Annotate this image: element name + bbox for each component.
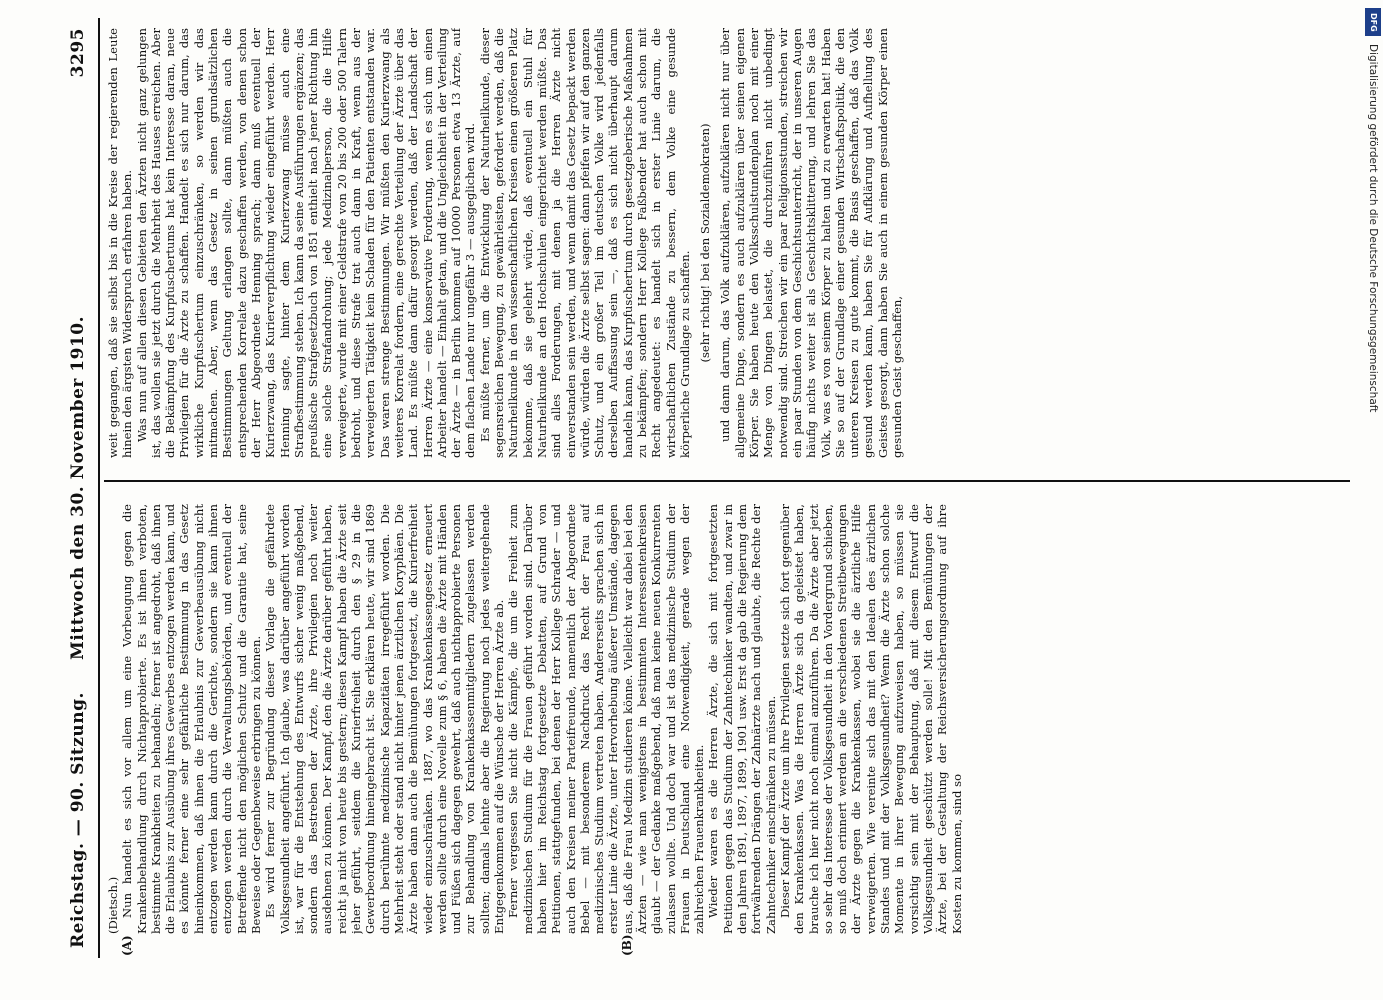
- paragraph: Nun handelt es sich vor allem um eine Vorbeugung gegen die Krankenbehandlung durch Nichtapprobierte. Es ist ihnen verboten, bestimmte Krankheiten zu behandeln; ferner ist angedroht, daß ihnen die Erlaubnis zur Ausübung ihres Gewerbes entzogen werden kann, und es könnte ferner eine sehr gefährliche Bestimmung in das Gesetz hineinkommen, daß ihnen die Erlaubnis zur Gewerbeausübung nicht entzogen werden kann durch die Gerichte, sondern sie kann ihnen entzogen werden durch die Verwaltungsbehörden, und eventuell der Betreffende nicht den möglichen Schutz und die Garantie hat, seine Beweise oder Gegenbeweise erbringen zu können.: [120, 504, 263, 934]
- paragraph: weit gegangen, daß sie selbst bis in die Kreise der regierenden Leute hinein den ärgsten Widerspruch erfahren haben.: [106, 28, 135, 458]
- header-left-title: Reichstag. — 90. Sitzung.: [68, 692, 88, 948]
- dfg-logo: DFG: [1365, 8, 1381, 36]
- paragraph: und dann darum, das Volk aufzuklären, aufzuklären nicht nur über allgemeine Dinge, sondern es auch aufzuklären über seinen eigenen Körper. Sie haben heute den Volksschulstundenplan noch mit einer Menge von Dingen belastet, die durchzuführen nicht unbedingt notwendig sind. Streichen wir ein paar Religionsstunden, streichen wir ein paar Stunden von dem Geschichtsunterricht, der in unseren Augen häufig nichts weiter ist als Geschichtsklitterung, und lehren Sie das Volk, was es von seinem Körper zu halten und zu erwarten hat! Haben Sie so auf der Grundlage einer gesunden Wirtschaftspolitik, die den unteren Kreisen zu gute kommt, die Basis geschaffen, daß das Volk gesund werden kann, haben Sie für Aufklärung und Aufhellung des Geistes gesorgt, dann haben Sie auch in einem gesunden Körper einen gesunden Geist geschaffen,: [718, 28, 905, 458]
- digitization-note: Digitalisierung gefördert durch die Deutsche Forschungsgemeinschaft: [1367, 44, 1379, 413]
- paragraph: Wieder waren es die Herren Ärzte, die sich mit fortgesetzten Petitionen gegen das Studium der Zahntechniker wandten, und zwar in den Jahren 1891, 1897, 1899, 1901 usw. Erst da gab die Regierung dem fortwährenden Drängen der Zahnärzte nach und glaubte, die Rechte der Zahntechniker einschränken zu müssen.: [706, 504, 778, 934]
- column-divider: [104, 480, 1350, 482]
- speaker-label: (Dietsch.): [106, 876, 120, 934]
- page-number: 3295: [68, 28, 88, 78]
- rotated-page: [60, 8, 1360, 968]
- margin-marker-a: (A): [120, 935, 134, 956]
- header-title: [68, 316, 88, 948]
- page-header: [68, 8, 98, 968]
- margin-marker-b: (B): [620, 934, 634, 956]
- interjection: (sehr richtig! bei den Sozialdemokraten): [698, 123, 713, 363]
- right-column: [106, 28, 1350, 458]
- paragraph: Dieser Kampf der Ärzte um ihre Privilegien setzte sich fort gegenüber den Krankenkassen. Was die Herren Ärzte sich da geleistet haben, brauche ich hier nicht noch einmal anzuführen. Da die Ärzte aber jetzt so sehr das Interesse der Volksgesundheit in den Vordergrund schieben, so muß doch erinnert werden an die verschiedenen Streitbewegungen der Ärzte gegen die Krankenkassen, wobei sie die ärztliche Hilfe verweigerten. Wie vereinte sich das mit den Idealen des ärztlichen Standes und mit der Volksgesundheit? Wenn die Ärzte schon solche Momente in ihrer Bewegung aufzuweisen haben, so müssen sie vorsichtig sein mit der Behauptung, daß mit diesem Entwurf die Volksgesundheit geschützt werden solle! Mit den Bemühungen der Ärzte, bei der Gestaltung der Reichsversicherungsordnung auf ihre Kosten zu kommen, sind so: [777, 504, 964, 934]
- paragraph: Es müßte ferner, um die Entwicklung der Naturheilkunde, dieser segensreichen Bewegung, zu gewährleisten, gefordert werden, daß die Naturheilkunde in den wissenschaftlichen Kreisen einen größeren Platz bekomme, daß sie gelehrt würde, daß eventuell ein Stuhl für Naturheilkunde an den Hochschulen eingerichtet werden müßte. Das sind alles Forderungen, mit denen ja die Herren Ärzte nicht einverstanden sein werden, und wenn damit das Gesetz bepackt werden würde, würden die Ärzte selbst sagen: dann pfeifen wir auf den ganzen Schutz, und ein großer Teil im deutschen Volke wird jedenfalls derselben Auffassung sein —, daß es sich nicht überhaupt darum handeln kann, das Kurpfuschertum durch gesetzgeberische Maßnahmen zu bekämpfen; sondern Herr Kollege Faßbender hat auch schon mit Recht angedeutet: es handelt sich in erster Linie darum, die wirtschaftlichen Zustände zu bessern, dem Volke eine gesunde körperliche Grundlage zu schaffen.: [477, 28, 692, 458]
- paragraph: Was nun auf allen diesen Gebieten den Ärzten nicht ganz gelungen ist, das wollen sie jetzt durch die Mehrheit des Hauses erreichen. Aber die Bekämpfung des Kurpfuschertums hat kein Interesse daran, neue Privilegien für die Ärzte zu schaffen. Handelt es sich nur darum, das wirkliche Kurpfuschertum einzuschränken, so werden wir das mitmachen. Aber, wenn das Gesetz in seinen grundsätzlichen Bestimmungen Geltung erlangen sollte, dann müßten auch die entsprechenden Korrelate dazu geschaffen werden, von denen schon der Herr Abgeordnete Henning sprach; dann muß eventuell der Kurierzwang, das Kurierverpflichtung wieder eingeführt werden. Herr Henning sagte, hinter dem Kurierzwang müsse auch eine Strafbestimmung stehen. Ich kann da seine Ausführungen ergänzen; das preußische Strafgesetzbuch von 1851 enthielt nach jener Richtung hin eine solche Strafandrohung; jede Medizinalperson, die die Hilfe verweigerte, wurde mit einer Geldstrafe von 20 bis 200 oder 500 Talern bedroht, und diese Strafe trat auch dann in Kraft, wenn aus der verweigerten Tätigkeit kein Schaden für den Patienten entstanden war. Das waren strenge Bestimmungen. Wir müßten den Kurierzwang als weiteres Korrelat fordern, eine gerechte Verteilung der Ärzte über das Land. Es müßte dann dafür gesorgt werden, daß der Landschaft der Herren Ärzte — eine konservative Forderung, wenn es sich um einen Arbeiter handelt — Einhalt getan, und die Ungleichheit in der Verteilung der Ärzte — in Berlin kommen auf 10000 Personen etwa 13 Ärzte, auf dem flachen Lande nur ungefähr 3 — ausgeglichen wird.: [134, 28, 478, 458]
- header-rule: [98, 18, 100, 958]
- paragraph: Ferner vergessen Sie nicht die Kämpfe, die um die Freiheit zum medizinischen Studium für die Frauen geführt worden sind. Darüber haben hier im Reichstag fortgesetzte Debatten, auf Grund von Petitionen, stattgefunden, bei denen der Herr Kollege Schrader — und auch den Kreisen meiner Parteifreunde, namentlich der Abgeordnete Bebel — mit besonderem Nachdruck das Recht der Frau auf medizinisches Studium vertreten haben. Andererseits sprachen sich in erster Linie die Ärzte, unter Hervorhebung äußerer Umstände, dagegen aus, daß die Frau Medizin studieren könne. Vielleicht war dabei bei den Ärzten — wie man wenigstens in bestimmten Interessentenkreisen glaubt — der Gedanke maßgebend, daß man keine neuen Konkurrenten zulassen wollte. Und doch war und ist das medizinische Studium der Frauen in Deutschland eine Notwendigkeit, gerade wegen der zahlreichen Frauenkrankheiten.: [506, 504, 707, 934]
- header-date: Mittwoch den 30. November 1910.: [68, 316, 88, 660]
- paragraph: Es wird ferner zur Begründung dieser Vorlage die gefährdete Volksgesundheit angeführt. Ich glaube, was darüber angeführt worden ist, war für die Entstehung des Entwurfs sicher wenig maßgebend, sondern das Bestreben der Ärzte, ihre Privilegien noch weiter ausdehnen zu können. Der Kampf, den die Ärzte darüber geführt haben, reicht ja nicht von heute bis gestern; diesen Kampf haben die Ärzte seit jeher geführt, seitdem die Kurierfreiheit durch den § 29 in die Gewerbeordnung hineingebracht ist. Sie erklären heute, wir sind 1869 durch berühmte medizinische Kapazitäten irregeführt worden. Die Mehrheit steht oder stand nicht hinter jenen ärztlichen Koryphäen. Die Ärzte haben dann auch die Bemühungen fortgesetzt, die Kurierfreiheit wieder einzuschränken. 1887, wo das Krankenkassengesetz erneuert werden sollte durch eine Novelle zum § 6, haben die Ärzte mit Händen und Füßen sich dagegen gewehrt, daß auch nichtapprobierte Personen zur Behandlung von Krankenkassenmitgliedern zugelassen werden sollten; damals lehnte aber die Regierung noch jedes weitergehende Entgegenkommen auf die Wünsche der Herren Ärzte ab.: [263, 504, 507, 934]
- left-column: [106, 504, 1350, 934]
